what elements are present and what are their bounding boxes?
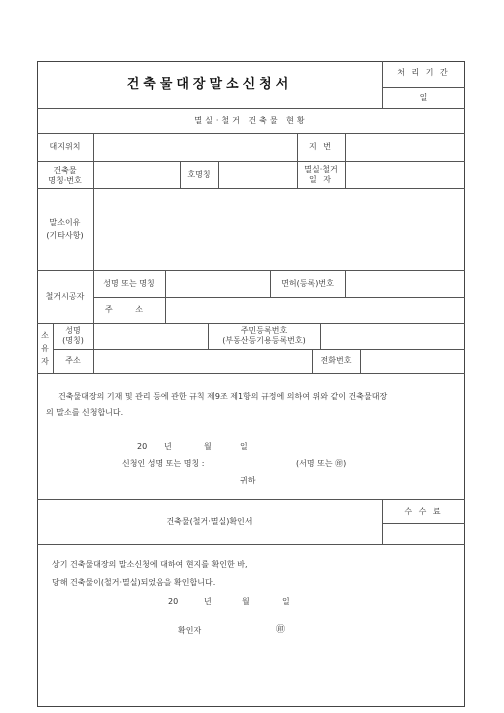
owner-label: 소 xyxy=(41,331,49,340)
owner-name-label: (명칭) xyxy=(62,336,84,345)
owner-label: 유 xyxy=(41,344,49,353)
row-divider xyxy=(37,188,465,189)
site-location-label: 대지위치 xyxy=(49,142,81,151)
confirmer-label: 확인자 xyxy=(178,626,202,635)
contractor-address-label: 주 소 xyxy=(105,305,153,314)
row-divider xyxy=(37,323,465,324)
owner-address-label: 주소 xyxy=(65,356,81,365)
column-divider xyxy=(218,161,219,188)
status-section-header: 멸실·철거 건축물 현황 xyxy=(194,116,308,125)
owner-name-label: 성명 xyxy=(65,326,81,335)
addressee: 귀하 xyxy=(240,476,256,485)
confirm-year: 20 xyxy=(168,597,179,606)
resident-number-label: (부동산등기용등록번호) xyxy=(222,336,306,345)
column-divider xyxy=(345,133,346,188)
date-month-unit: 월 xyxy=(204,442,212,451)
confirm-day-unit: 일 xyxy=(282,597,290,606)
demolition-date-label: 멸실·철거 xyxy=(304,165,338,174)
date-year: 20 xyxy=(137,442,148,451)
owner-label: 자 xyxy=(41,357,49,366)
contractor-label: 철거시공자 xyxy=(45,292,85,301)
lot-number-label: 지 번 xyxy=(309,142,333,151)
seal-icon: ㊞ xyxy=(276,625,286,635)
column-divider xyxy=(93,323,94,373)
processing-period-unit: 일 xyxy=(419,93,428,102)
building-name-label: 건축물 xyxy=(53,166,77,175)
confirmation-text: 상기 건축물대장의 말소신청에 대하여 현지를 확인한 바, xyxy=(52,560,248,569)
confirm-year-unit: 년 xyxy=(204,597,212,606)
row-divider xyxy=(37,373,465,374)
column-divider xyxy=(382,499,383,544)
date-day-unit: 일 xyxy=(240,442,248,451)
processing-period-label: 처 리 기 간 xyxy=(397,68,450,77)
column-divider xyxy=(345,270,346,297)
date-year-unit: 년 xyxy=(164,442,172,451)
resident-number-label: 주민등록번호 xyxy=(240,326,288,335)
building-name-label: 명칭·번호 xyxy=(48,176,82,185)
confirmation-title: 건축물(철거·멸실)확인서 xyxy=(166,517,253,526)
column-divider xyxy=(320,323,321,349)
signature-hint: (서명 또는 ㊞) xyxy=(296,459,347,468)
column-divider xyxy=(165,270,166,323)
ho-name-label: 호명칭 xyxy=(187,170,211,179)
applicant-label: 신청인 성명 또는 명칭 : xyxy=(122,459,205,468)
row-divider xyxy=(37,161,465,162)
fee-label: 수 수 료 xyxy=(404,507,443,516)
confirmation-text: 당해 건축물이(철거·멸실)되었음을 확인합니다. xyxy=(52,578,216,587)
declaration-text: 건축물대장의 기재 및 관리 등에 관한 규칙 제9조 제1항의 규정에 의하여 위와 같이 건축물대장 xyxy=(58,392,388,401)
form-title: 건축물대장말소신청서 xyxy=(126,77,293,92)
row-divider xyxy=(37,108,465,109)
column-divider xyxy=(360,349,361,373)
application-form xyxy=(37,61,465,707)
phone-number-label: 전화번호 xyxy=(320,356,352,365)
row-divider xyxy=(53,349,465,350)
license-number-label: 면허(등록)번호 xyxy=(281,279,334,288)
reason-label: 말소이유 xyxy=(49,218,81,227)
row-divider xyxy=(382,87,465,88)
row-divider xyxy=(382,523,465,524)
row-divider xyxy=(93,297,465,298)
row-divider xyxy=(37,270,465,271)
reason-label: (기타사항) xyxy=(46,231,84,240)
contractor-name-label: 성명 또는 명칭 xyxy=(103,279,155,288)
confirm-month-unit: 월 xyxy=(242,597,250,606)
demolition-date-label: 일 자 xyxy=(309,175,333,184)
row-divider xyxy=(37,133,465,134)
row-divider xyxy=(37,544,465,545)
column-divider xyxy=(93,133,94,323)
row-divider xyxy=(37,499,465,500)
declaration-text: 의 말소를 신청합니다. xyxy=(46,408,124,417)
